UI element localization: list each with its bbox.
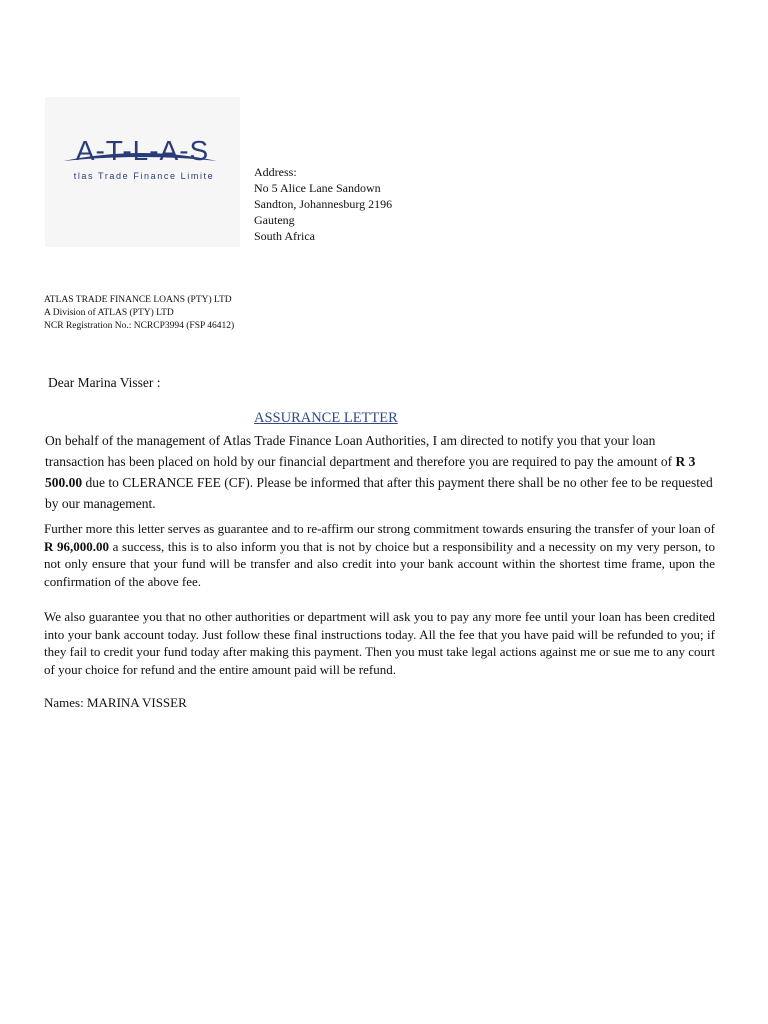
fee-amount: R 3 500.00: [45, 454, 696, 490]
paragraph-text: Further more this letter serves as guarantee and to re-affirm our strong commitment towards ensuring the transfer of your loan of: [44, 521, 715, 536]
greeting: Dear Marina Visser :: [48, 375, 161, 390]
address-line: Sandton, Johannesburg 2196: [254, 197, 393, 211]
address-line: No 5 Alice Lane Sandown: [254, 181, 381, 195]
paragraph-text: On behalf of the management of Atlas Trade Finance Loan Authorities, I am directed to notify you that your loan transaction has been placed on hold by our financial department and therefore you are required to pay the amount of: [45, 433, 676, 469]
paragraph-guarantee: [44, 520, 715, 590]
loan-amount: R 96,000.00: [44, 538, 110, 554]
address-line: Gauteng: [254, 213, 295, 227]
paragraph-assurance: We also guarantee you that no other authorities or department will ask you to pay any more fee until your loan has been credited into your bank account today. Just follow these final instructions today. All the fee that you have paid will be refunded to you; if they fail to credit your fund today after making this payment. Then you must take legal actions against me or sue me to any court of your choice for refund and the entire amount paid will be refund.: [44, 609, 715, 677]
address-line: South Africa: [254, 229, 315, 243]
address-label: Address:: [254, 165, 297, 179]
logo-wordmark: A-T-L-A-S: [75, 135, 210, 166]
paragraph-text: due to CLERANCE FEE (CF). Please be informed that after this payment there shall be no other fee to be requested by our management.: [45, 475, 713, 511]
ncr-registration: NCR Registration No.: NCRCP3994 (FSP 46412): [44, 321, 235, 331]
company-details: [44, 294, 234, 333]
paragraph-text: a success, this is to also inform you that is not by choice but a responsibility and a necessity on my very person, to not only ensure that your fund will be transfer and also credit into your bank account within the shortest time frame, upon the confirmation of the above fee.: [44, 538, 715, 589]
recipient-names: Names: MARINA VISSER: [44, 695, 187, 710]
company-logo: [45, 97, 240, 247]
address-block: [254, 164, 392, 244]
paragraph-notice: [45, 430, 715, 514]
company-division: A Division of ATLAS (PTY) LTD: [44, 308, 174, 318]
company-name: ATLAS TRADE FINANCE LOANS (PTY) LTD: [44, 295, 232, 305]
logo-tagline: tlas Trade Finance Limite: [73, 171, 215, 181]
letter-title: ASSURANCE LETTER: [254, 410, 398, 426]
